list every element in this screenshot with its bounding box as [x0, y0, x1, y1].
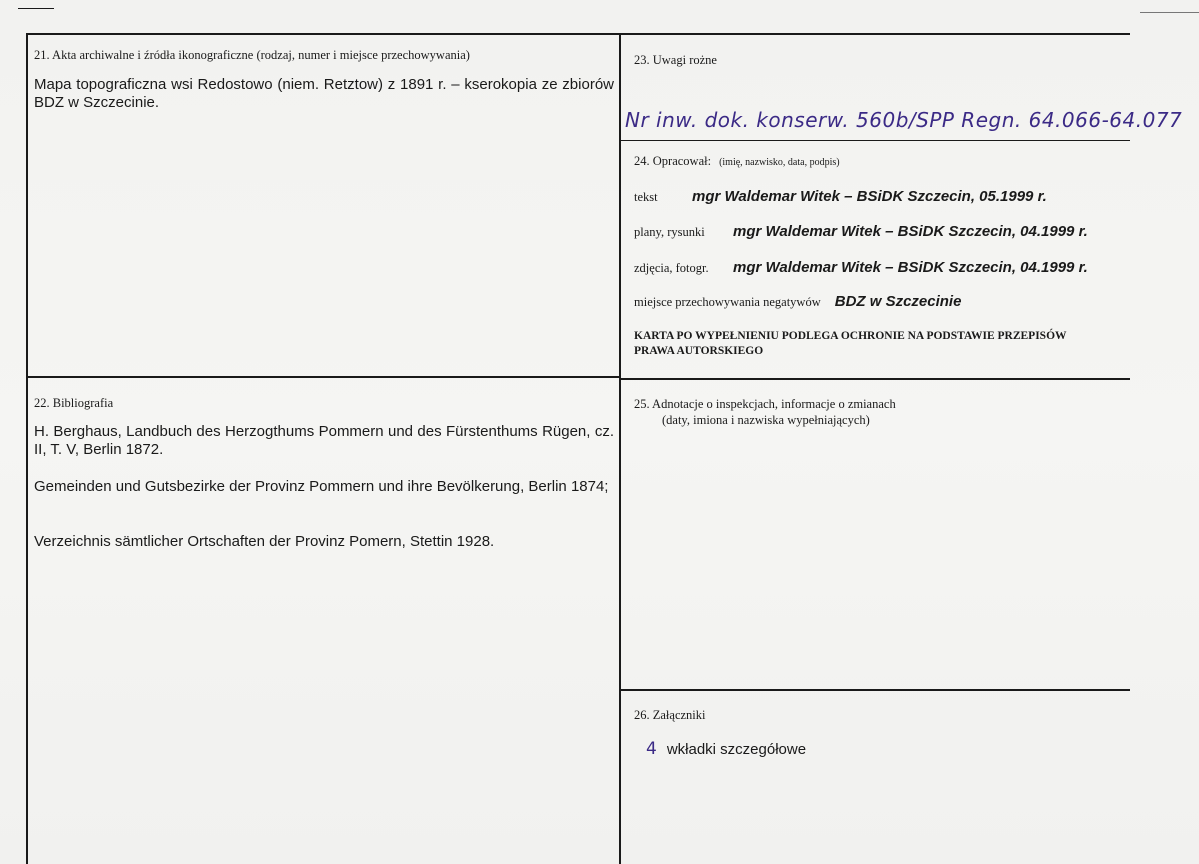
- center-divider: [619, 33, 621, 864]
- attachments-count-handwritten: 4: [646, 739, 657, 759]
- left-mid-divider: [26, 376, 621, 378]
- section-25-sublabel: (daty, imiona i nazwiska wypełniających): [662, 413, 870, 427]
- author-row-text: [634, 188, 1047, 205]
- author-row-label: zdjęcia, fotogr.: [634, 261, 709, 275]
- section-22-label: 22. Bibliografia: [34, 396, 114, 410]
- author-row-value: mgr Waldemar Witek – BSiDK Szczecin, 04.1999 r.: [733, 223, 1088, 240]
- author-row-value: mgr Waldemar Witek – BSiDK Szczecin, 04.1999 r.: [733, 259, 1088, 276]
- author-row-value: mgr Waldemar Witek – BSiDK Szczecin, 05.1999 r.: [692, 188, 1047, 205]
- section-24-note: (imię, nazwisko, data, podpis): [719, 157, 840, 168]
- author-row-negatives: [634, 293, 961, 310]
- section-23-label: 23. Uwagi rożne: [634, 53, 717, 67]
- section-21-text: Mapa topograficzna wsi Redostowo (niem. Retztow) z 1891 r. – kserokopia ze zbiorów BDZ w Szczecinie.: [34, 76, 614, 111]
- top-edge-mark: [18, 8, 54, 9]
- copyright-notice-line-1: KARTA PO WYPEŁNIENIU PODLEGA OCHRONIE NA PODSTAWIE PRZEPISÓW: [634, 330, 1067, 342]
- handwritten-inventory-number: Nr inw. dok. konserw. 560b/SPP Regn. 64.066-64.077: [625, 108, 1183, 132]
- left-border: [26, 33, 28, 864]
- author-row-value: BDZ w Szczecinie: [834, 293, 962, 310]
- attachments-row: [646, 739, 806, 759]
- top-right-edge-mark: [1140, 12, 1199, 13]
- author-row-label: tekst: [634, 190, 658, 204]
- right-lower-divider: [619, 689, 1130, 691]
- section-24-label: 24. Opracował:: [634, 154, 712, 168]
- author-row-label: plany, rysunki: [634, 225, 705, 239]
- top-border: [26, 33, 1130, 35]
- copyright-notice-line-2: PRAWA AUTORSKIEGO: [634, 345, 764, 357]
- bibliography-entry: H. Berghaus, Landbuch des Herzogthums Pommern und des Fürstenthums Rügen, cz. II, T. V, Berlin 1872.: [34, 423, 614, 458]
- section-25-label: 25. Adnotacje o inspekcjach, informacje o zmianach: [634, 397, 896, 411]
- author-row-plans: [634, 223, 1088, 240]
- handwritten-underline: [619, 140, 1130, 141]
- bibliography-entry: Verzeichnis sämtlicher Ortschaften der Provinz Pomern, Stettin 1928.: [34, 533, 495, 550]
- bibliography-entry: Gemeinden und Gutsbezirke der Provinz Pommern und ihre Bevölkerung, Berlin 1874;: [34, 478, 609, 495]
- author-row-label: miejsce przechowywania negatywów: [634, 295, 821, 309]
- attachments-text: wkładki szczegółowe: [666, 741, 807, 758]
- author-row-photos: [634, 259, 1088, 276]
- right-mid-divider: [619, 378, 1130, 380]
- section-24-header: [634, 154, 840, 169]
- section-21-label: 21. Akta archiwalne i źródła ikonograficzne (rodzaj, numer i miejsce przechowywania): [34, 48, 470, 62]
- section-26-label: 26. Załączniki: [634, 708, 706, 722]
